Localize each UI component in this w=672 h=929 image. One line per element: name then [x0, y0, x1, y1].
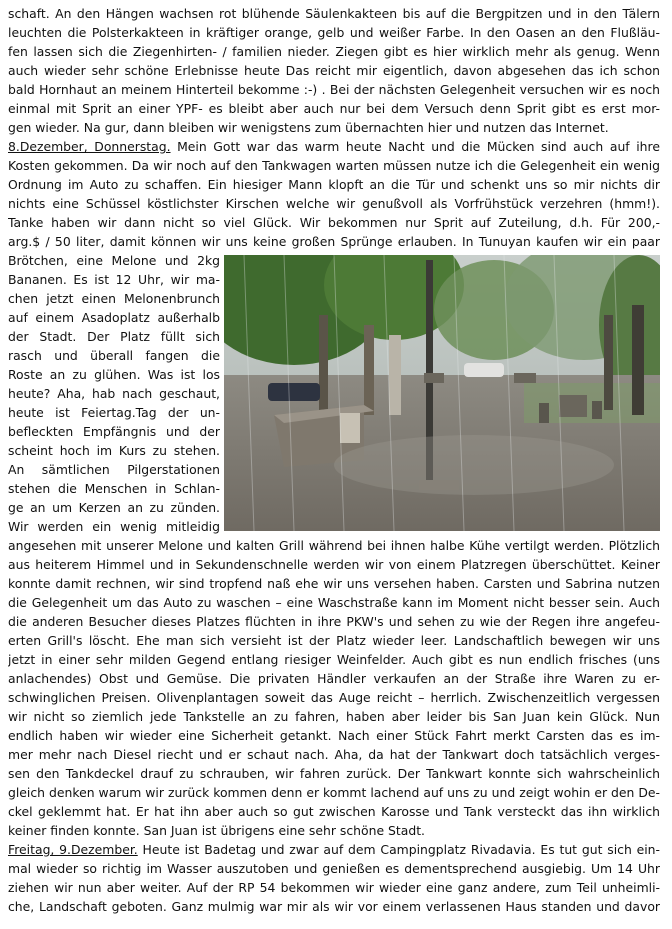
text-line: Tanke haben wir dann nicht so viel Glück. Wir bekommen nur Sprit auf Zuteilung, d.h. Für 200,-	[8, 215, 660, 230]
text-line: sen den Tankdeckel drauf zu schrauben, wir fahren zurück. Der Tankwart konnte sich wahrscheinlich	[8, 766, 660, 781]
text-line: schaft. An den Hängen wachsen rot blühende Säulenkakteen bis auf die Bergpitzen und in den Tälern	[8, 6, 660, 21]
text-line: An sämtlichen Pilgerstationen	[8, 462, 220, 477]
text-line: endlich haben wir wieder eine Sicherheit getankt. Nach einer Stück Fahrt merkt Carsten das es im-	[8, 728, 660, 743]
text-line: nichts eine Schüssel köstlichster Kirschen welche wir genußvoll als Vorfrühstück verzehren (hmm!).	[8, 196, 660, 211]
text-line: Bananen. Es ist 12 Uhr, wir ma-	[8, 272, 220, 287]
text-line: gen wieder. Na gur, dann bleiben wir wenigstens zum übernachten hier und nutzen das Internet.	[8, 120, 609, 135]
text-line: Roste an zu glühen. Was ist los	[8, 367, 220, 382]
text-line: ckel geklemmt hat. Er hat ihn aber auch so gut zwischen Karosse und Tank versteckt das ihn wirklich	[8, 804, 660, 819]
rain-park-photo	[224, 255, 660, 531]
text-line: aus heiterem Himmel und in Sekundenschnelle werden wir von einem Platzregen überschüttet. Keiner	[8, 557, 660, 572]
text-line: rasch und überall fangen die	[8, 348, 220, 363]
text-line: mal wieder so richtig im Wasser auszutoben und genießen es dementsprechend ausgiebig. Um 14 Uhr	[8, 861, 660, 876]
text-line: die Gelegenheit um das Auto zu waschen – eine Waschstraße kann im Moment nicht besser sein. Auch	[8, 595, 660, 610]
text-line: schwinglichen Preisen. Olivenplantagen soweit das Auge reicht – herrlich. Zwischenzeitlich vergessen	[8, 690, 660, 705]
text-line: die anderen Besucher dieses Platzes flüchten in ihre PKW's und sehen zu wie der Regen ihre angefeu-	[8, 614, 660, 629]
text-line: Ordnung im Auto zu schaffen. Ein hiesiger Mann klopft an die Tür und schenkt uns so mir nichts dir	[8, 177, 660, 192]
text-line: mer mehr nach Diesel riecht und er schaut nach. Aha, da hat der Tankwart doch tatsächlich verges-	[8, 747, 660, 762]
text-line: wir nicht so ziemlich jede Tankstelle an zu fahren, haben aber leider bis San Juan kein Glück. Nun	[8, 709, 660, 724]
text-line: erten Grill's löscht. Ehe man sich versieht ist der Platz wieder leer. Landschaftlich bewegen wir uns	[8, 633, 660, 648]
text-line: heute ist Feiertag.Tag der un-	[8, 405, 220, 420]
text-line: Brötchen, eine Melone und 2kg	[8, 253, 220, 268]
entry-text: Mein Gott war das warm heute Nacht und die Mücken sind auch auf ihre	[170, 139, 660, 154]
bottom-text-block	[8, 536, 660, 916]
text-line: angesehen mit unserer Melone und kalten Grill während bei ihnen halbe Kühe vertilgt werden. Plötzlich	[8, 538, 660, 553]
text-line: ziehen wir nun aber weiter. Auf der RP 54 bekommen wir wieder eine ganz andere, zum Teil unheimli-	[8, 880, 660, 895]
text-line: chen jetzt einen Melonenbrunch	[8, 291, 220, 306]
text-line: che, Landschaft geboten. Ganz mulmig war mir als wir vor einem verlassenen Haus standen und davor	[8, 899, 660, 914]
text-line: auch wieder sehr schöne Erlebnisse heute Das reicht mir eigentlich, davon abgesehen das ich schon	[8, 63, 660, 78]
entry-date-dec8: 8.Dezember, Donnerstag.	[8, 139, 171, 154]
text-line: bald Hornhaut an meinem Hinterteil bekomme :-) . Bei der nächsten Gelegenheit versuchen wir es noch	[8, 82, 660, 97]
text-line: der Stadt. Der Platz füllt sich	[8, 329, 220, 344]
text-line: heute? Aha, hab nach geschaut,	[8, 386, 220, 401]
text-line: leuchten die Polsterkakteen in kräftiger orange, gelb und weißer Farbe. In den Oasen an den Flußläu-	[8, 25, 660, 40]
text-line: arg.$ / 50 liter, damit können wir uns keine großen Sprünge erlauben. In Tunuyan kaufen wir ein paar	[8, 234, 660, 249]
text-line: scheint hoch im Kurs zu stehen.	[8, 443, 220, 458]
narrow-text-block	[8, 251, 220, 536]
text-line: auf einem Asadoplatz außerhalb	[8, 310, 220, 325]
entry-first-line	[8, 840, 660, 859]
text-line: befleckten Empfängnis und der	[8, 424, 220, 439]
entry-first-line	[8, 137, 660, 156]
text-line: Wir werden ein wenig mitleidig	[8, 519, 220, 534]
text-line: jetzt in einer sehr milden Gegend entlang riesiger Weinfelder. Auch gibt es nun endlich frisches (uns	[8, 652, 660, 667]
text-line: Kosten gekommen. Da wir noch auf den Tankwagen warten müssen nutze ich die Gelegenheit ein wenig	[8, 158, 660, 173]
text-line: gleich denken warum wir zurück kommen denn er kommt lachend auf uns zu und zeigt wohin er den De-	[8, 785, 660, 800]
text-line: stehen die Menschen in Schlan-	[8, 481, 220, 496]
entry-date-dec9: Freitag, 9.Dezember.	[8, 842, 138, 857]
text-line: keiner finden konnte. San Juan ist übrigens eine sehr schöne Stadt.	[8, 823, 425, 838]
top-text-block	[8, 4, 660, 251]
rain-park-illustration	[224, 255, 660, 531]
text-line: ge an um Kerzen an zu zünden.	[8, 500, 220, 515]
text-line: konnte damit rechnen, wir sind tropfend naß ehe wir uns versehen haben. Carsten und Sabrina nutzen	[8, 576, 660, 591]
text-line: anlachendes) Obst und Gemüse. Die privaten Händler verkaufen an der Straße ihre Waren zu er-	[8, 671, 660, 686]
text-line: einmal mit Sprit an einer YPF- es bleibt aber auch nur bei dem Versuch denn Sprit gibt es erst mor-	[8, 101, 660, 116]
text-line: fen lassen sich die Ziegenhirten- / familien nieder. Ziegen gibt es hier wirklich mehr als genug. Wenn	[8, 44, 660, 59]
entry-text: Heute ist Badetag und zwar auf dem Campingplatz Rivadavia. Es tut gut sich ein-	[137, 842, 660, 857]
